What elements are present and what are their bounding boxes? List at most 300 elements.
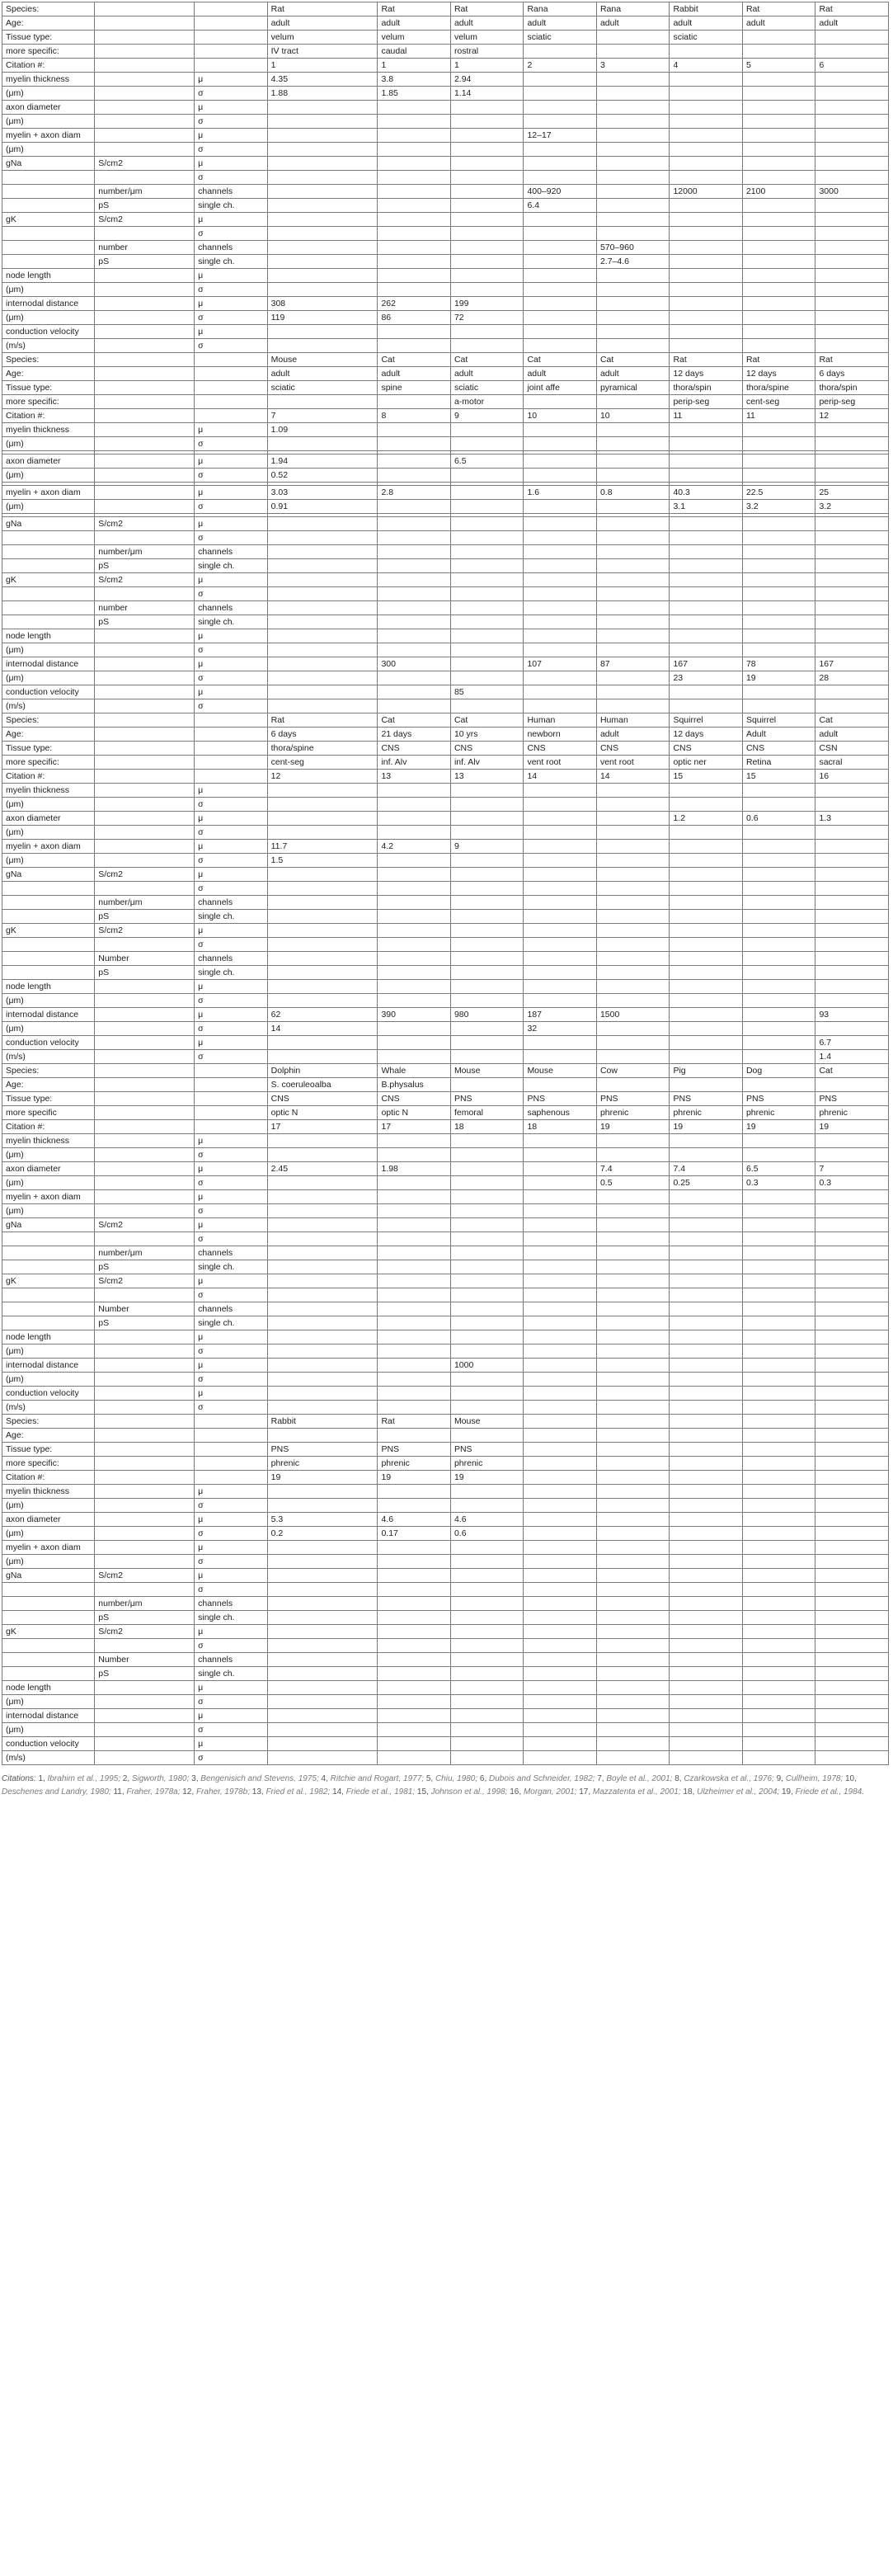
table-cell <box>450 784 524 798</box>
table-row <box>2 1359 889 1373</box>
table-cell <box>670 1695 743 1709</box>
table-cell <box>596 395 670 409</box>
table-cell <box>378 938 451 952</box>
table-cell <box>267 966 378 980</box>
table-cell: number/μm <box>95 545 195 559</box>
table-cell: Dolphin <box>267 1064 378 1078</box>
table-cell <box>596 994 670 1008</box>
table-cell: 1.88 <box>267 87 378 101</box>
table-cell: PNS <box>524 1092 597 1106</box>
table-cell <box>670 587 743 601</box>
table-cell <box>267 980 378 994</box>
table-cell: σ <box>195 671 268 685</box>
table-cell: myelin + axon diam <box>2 840 95 854</box>
table-row <box>2 910 889 924</box>
table-cell <box>742 1569 815 1583</box>
table-cell <box>95 1429 195 1443</box>
table-cell <box>815 437 889 451</box>
table-cell: 7 <box>815 1162 889 1176</box>
table-cell: Age: <box>2 367 95 381</box>
table-cell: 3.1 <box>670 500 743 514</box>
table-cell: (μm) <box>2 798 95 812</box>
table-cell <box>742 1078 815 1092</box>
table-cell <box>815 1246 889 1260</box>
table-cell <box>670 1078 743 1092</box>
table-cell <box>815 129 889 143</box>
table-cell <box>596 910 670 924</box>
table-cell <box>524 1274 597 1288</box>
table-cell: 199 <box>450 297 524 311</box>
table-cell: μ <box>195 486 268 500</box>
table-cell: σ <box>195 1050 268 1064</box>
table-cell <box>524 1709 597 1723</box>
table-cell: Cat <box>596 353 670 367</box>
table-cell <box>524 87 597 101</box>
table-cell <box>815 1429 889 1443</box>
table-cell: single ch. <box>195 1260 268 1274</box>
table-cell <box>450 1737 524 1751</box>
table-cell <box>524 1611 597 1625</box>
table-cell <box>450 615 524 629</box>
table-cell <box>742 1541 815 1555</box>
table-cell <box>378 1611 451 1625</box>
table-cell <box>95 59 195 73</box>
table-row <box>2 199 889 213</box>
table-cell <box>95 629 195 643</box>
table-cell <box>524 1078 597 1092</box>
table-cell <box>596 185 670 199</box>
table-cell <box>742 1316 815 1330</box>
table-cell: 8 <box>378 409 451 423</box>
table-cell: 25 <box>815 486 889 500</box>
citation-number: 17, <box>579 1787 591 1797</box>
table-cell <box>596 1316 670 1330</box>
table-cell <box>670 45 743 59</box>
table-cell: channels <box>195 241 268 255</box>
table-cell <box>596 45 670 59</box>
table-cell <box>596 454 670 469</box>
table-cell <box>670 1050 743 1064</box>
table-cell <box>267 784 378 798</box>
table-cell <box>815 1134 889 1148</box>
table-cell <box>450 227 524 241</box>
table-cell <box>815 1415 889 1429</box>
table-cell <box>267 573 378 587</box>
table-cell <box>524 882 597 896</box>
table-cell <box>450 1134 524 1148</box>
table-cell <box>95 798 195 812</box>
table-cell <box>742 1625 815 1639</box>
table-cell <box>524 685 597 699</box>
table-cell <box>815 283 889 297</box>
table-cell <box>95 1162 195 1176</box>
table-cell <box>815 1709 889 1723</box>
table-cell <box>524 171 597 185</box>
table-cell: 14 <box>524 770 597 784</box>
table-cell: μ <box>195 1134 268 1148</box>
table-cell <box>95 1415 195 1429</box>
citation-number: 15, <box>416 1787 429 1797</box>
table-cell: 14 <box>596 770 670 784</box>
table-cell <box>267 101 378 115</box>
table-cell <box>267 1499 378 1513</box>
table-cell: σ <box>195 1288 268 1302</box>
table-cell: μ <box>195 517 268 531</box>
table-cell: S. coeruleoalba <box>267 1078 378 1092</box>
table-cell <box>670 1302 743 1316</box>
table-cell <box>450 199 524 213</box>
table-cell: (m/s) <box>2 339 95 353</box>
table-cell: Citation #: <box>2 1120 95 1134</box>
table-cell <box>670 1443 743 1457</box>
table-cell: σ <box>195 469 268 483</box>
table-cell <box>742 283 815 297</box>
table-cell <box>742 311 815 325</box>
table-cell <box>378 1190 451 1204</box>
table-cell <box>815 601 889 615</box>
header-row <box>2 1443 889 1457</box>
table-cell <box>596 1260 670 1274</box>
table-cell <box>524 952 597 966</box>
table-cell <box>815 73 889 87</box>
table-cell: σ <box>195 643 268 657</box>
table-cell: Rabbit <box>670 2 743 16</box>
table-cell <box>670 1709 743 1723</box>
table-cell <box>378 423 451 437</box>
table-cell <box>378 573 451 587</box>
table-cell <box>742 1373 815 1387</box>
citation-text: Friede et al., 1981; <box>345 1787 416 1797</box>
table-cell <box>450 213 524 227</box>
table-cell <box>670 994 743 1008</box>
table-cell <box>450 643 524 657</box>
table-cell <box>524 311 597 325</box>
table-cell <box>378 255 451 269</box>
table-cell: σ <box>195 1345 268 1359</box>
table-cell <box>596 615 670 629</box>
table-cell: phrenic <box>267 1457 378 1471</box>
table-cell <box>524 1260 597 1274</box>
table-cell <box>596 840 670 854</box>
table-cell: (μm) <box>2 87 95 101</box>
table-cell <box>378 1176 451 1190</box>
table-cell: myelin thickness <box>2 1485 95 1499</box>
table-cell: 12 <box>815 409 889 423</box>
table-cell <box>670 297 743 311</box>
table-cell: 23 <box>670 671 743 685</box>
table-cell: μ <box>195 657 268 671</box>
table-cell <box>524 826 597 840</box>
table-cell: CNS <box>267 1092 378 1106</box>
table-cell: 6.7 <box>815 1036 889 1050</box>
table-cell: channels <box>195 1597 268 1611</box>
table-cell <box>670 171 743 185</box>
table-cell <box>524 1050 597 1064</box>
table-cell: Rat <box>815 353 889 367</box>
table-cell <box>742 1611 815 1625</box>
table-cell <box>524 910 597 924</box>
table-cell <box>742 1415 815 1429</box>
table-cell: (μm) <box>2 1204 95 1218</box>
table-cell <box>670 73 743 87</box>
table-cell <box>670 1148 743 1162</box>
table-cell <box>815 1443 889 1457</box>
table-cell: single ch. <box>195 615 268 629</box>
table-cell: more specific: <box>2 756 95 770</box>
table-cell: Human <box>524 713 597 728</box>
table-cell <box>742 1232 815 1246</box>
table-cell: S/cm2 <box>95 1218 195 1232</box>
table-cell <box>815 199 889 213</box>
table-cell <box>378 115 451 129</box>
table-cell: (μm) <box>2 671 95 685</box>
table-cell: S/cm2 <box>95 157 195 171</box>
table-cell <box>195 1092 268 1106</box>
table-cell <box>95 1723 195 1737</box>
table-row <box>2 1218 889 1232</box>
table-cell: Species: <box>2 353 95 367</box>
table-cell <box>378 283 451 297</box>
table-row <box>2 812 889 826</box>
table-cell <box>596 1541 670 1555</box>
table-row <box>2 545 889 559</box>
table-cell <box>815 1316 889 1330</box>
table-cell: 300 <box>378 657 451 671</box>
table-cell: σ <box>195 311 268 325</box>
table-cell <box>670 1541 743 1555</box>
table-cell <box>450 952 524 966</box>
table-cell <box>378 854 451 868</box>
table-cell <box>670 840 743 854</box>
table-cell <box>815 980 889 994</box>
table-cell <box>195 1120 268 1134</box>
table-cell: μ <box>195 1737 268 1751</box>
table-cell <box>596 1359 670 1373</box>
table-cell <box>450 629 524 643</box>
table-cell: phrenic <box>596 1106 670 1120</box>
table-cell: Cow <box>596 1064 670 1078</box>
table-cell <box>95 671 195 685</box>
table-cell: adult <box>670 16 743 31</box>
table-cell <box>670 1471 743 1485</box>
table-cell <box>267 1246 378 1260</box>
table-cell <box>2 1611 95 1625</box>
table-cell <box>596 980 670 994</box>
table-cell <box>742 31 815 45</box>
table-cell <box>670 87 743 101</box>
table-cell <box>742 1022 815 1036</box>
table-cell <box>524 1134 597 1148</box>
table-cell <box>815 1471 889 1485</box>
table-cell <box>450 1387 524 1401</box>
table-cell: single ch. <box>195 966 268 980</box>
table-cell <box>267 938 378 952</box>
table-cell <box>524 101 597 115</box>
table-cell: μ <box>195 1625 268 1639</box>
table-cell <box>670 454 743 469</box>
table-cell <box>450 157 524 171</box>
table-cell <box>670 1134 743 1148</box>
table-cell <box>815 1611 889 1625</box>
table-cell: axon diameter <box>2 1162 95 1176</box>
table-cell <box>450 255 524 269</box>
table-cell <box>815 45 889 59</box>
table-cell <box>596 938 670 952</box>
table-cell: sciatic <box>267 381 378 395</box>
table-cell <box>450 1260 524 1274</box>
table-cell: 0.3 <box>742 1176 815 1190</box>
table-cell: (μm) <box>2 1499 95 1513</box>
table-cell: Cat <box>378 353 451 367</box>
table-cell: sacral <box>815 756 889 770</box>
table-cell: 19 <box>596 1120 670 1134</box>
table-cell: σ <box>195 1401 268 1415</box>
citation-number: 5, <box>425 1774 434 1783</box>
table-cell <box>195 770 268 784</box>
table-cell: Rat <box>378 2 451 16</box>
table-cell <box>670 143 743 157</box>
table-cell <box>2 1639 95 1653</box>
table-cell <box>267 339 378 353</box>
table-cell: 62 <box>267 1008 378 1022</box>
citation-number: 1, <box>38 1774 45 1783</box>
table-row <box>2 129 889 143</box>
table-cell <box>195 16 268 31</box>
table-cell <box>596 87 670 101</box>
table-cell <box>267 199 378 213</box>
table-cell <box>670 1401 743 1415</box>
table-cell <box>670 1218 743 1232</box>
table-cell: adult <box>596 367 670 381</box>
table-cell <box>815 1204 889 1218</box>
table-cell <box>378 1681 451 1695</box>
table-cell <box>267 1260 378 1274</box>
table-cell <box>742 1302 815 1316</box>
table-cell <box>524 994 597 1008</box>
table-cell <box>670 241 743 255</box>
table-row <box>2 1401 889 1415</box>
table-cell: 5.3 <box>267 1513 378 1527</box>
table-cell <box>267 1302 378 1316</box>
table-cell <box>524 73 597 87</box>
table-cell <box>742 454 815 469</box>
table-cell <box>596 854 670 868</box>
table-cell: (μm) <box>2 115 95 129</box>
table-cell <box>742 1737 815 1751</box>
table-cell: caudal <box>378 45 451 59</box>
table-cell <box>95 1008 195 1022</box>
table-cell: thora/spin <box>815 381 889 395</box>
table-cell <box>450 1162 524 1176</box>
table-cell: 1.5 <box>267 854 378 868</box>
table-cell <box>450 812 524 826</box>
table-cell <box>95 395 195 409</box>
table-cell: μ <box>195 685 268 699</box>
table-row <box>2 966 889 980</box>
table-cell: CNS <box>670 742 743 756</box>
axon-parameter-table <box>2 2 889 1765</box>
table-cell: σ <box>195 938 268 952</box>
table-cell: 12 days <box>670 728 743 742</box>
table-cell <box>267 255 378 269</box>
table-cell <box>267 1232 378 1246</box>
table-cell <box>450 325 524 339</box>
table-row <box>2 297 889 311</box>
table-cell <box>670 213 743 227</box>
table-cell <box>95 87 195 101</box>
table-cell <box>596 1611 670 1625</box>
table-cell: 12 <box>267 770 378 784</box>
table-cell <box>670 115 743 129</box>
header-row <box>2 353 889 367</box>
table-cell <box>742 101 815 115</box>
table-cell: μ <box>195 868 268 882</box>
table-cell: 19 <box>267 1471 378 1485</box>
table-row <box>2 1667 889 1681</box>
table-cell <box>596 227 670 241</box>
table-row <box>2 798 889 812</box>
table-row <box>2 1639 889 1653</box>
table-row <box>2 854 889 868</box>
table-cell: μ <box>195 924 268 938</box>
table-cell: μ <box>195 129 268 143</box>
table-cell: Citation #: <box>2 59 95 73</box>
table-cell <box>742 157 815 171</box>
header-row <box>2 1106 889 1120</box>
table-cell <box>596 643 670 657</box>
table-cell <box>450 671 524 685</box>
table-cell: 0.3 <box>815 1176 889 1190</box>
table-cell: Cat <box>450 353 524 367</box>
table-cell <box>524 1555 597 1569</box>
table-cell: 32 <box>524 1022 597 1036</box>
table-cell <box>450 1611 524 1625</box>
table-cell <box>378 1625 451 1639</box>
table-cell <box>378 437 451 451</box>
table-cell <box>267 171 378 185</box>
table-cell <box>742 1457 815 1471</box>
table-cell <box>742 784 815 798</box>
table-cell <box>2 587 95 601</box>
table-cell <box>524 587 597 601</box>
table-cell <box>95 1120 195 1134</box>
table-cell <box>815 1022 889 1036</box>
table-cell <box>742 1345 815 1359</box>
table-cell <box>670 798 743 812</box>
table-cell: vent root <box>524 756 597 770</box>
table-cell: σ <box>195 882 268 896</box>
table-cell <box>596 171 670 185</box>
table-cell <box>450 966 524 980</box>
table-cell: μ <box>195 1681 268 1695</box>
citation-number: 4, <box>321 1774 328 1783</box>
table-cell <box>450 1246 524 1260</box>
table-cell <box>742 1527 815 1541</box>
table-cell <box>596 1078 670 1092</box>
table-cell <box>2 185 95 199</box>
table-cell <box>815 157 889 171</box>
table-cell <box>378 143 451 157</box>
citation-text: Chiu, 1980; <box>435 1774 478 1783</box>
table-cell <box>450 1050 524 1064</box>
table-cell: (μm) <box>2 469 95 483</box>
table-cell <box>670 601 743 615</box>
table-cell <box>670 1583 743 1597</box>
table-cell: adult <box>450 367 524 381</box>
table-cell <box>95 486 195 500</box>
table-cell <box>524 255 597 269</box>
table-row <box>2 1302 889 1316</box>
